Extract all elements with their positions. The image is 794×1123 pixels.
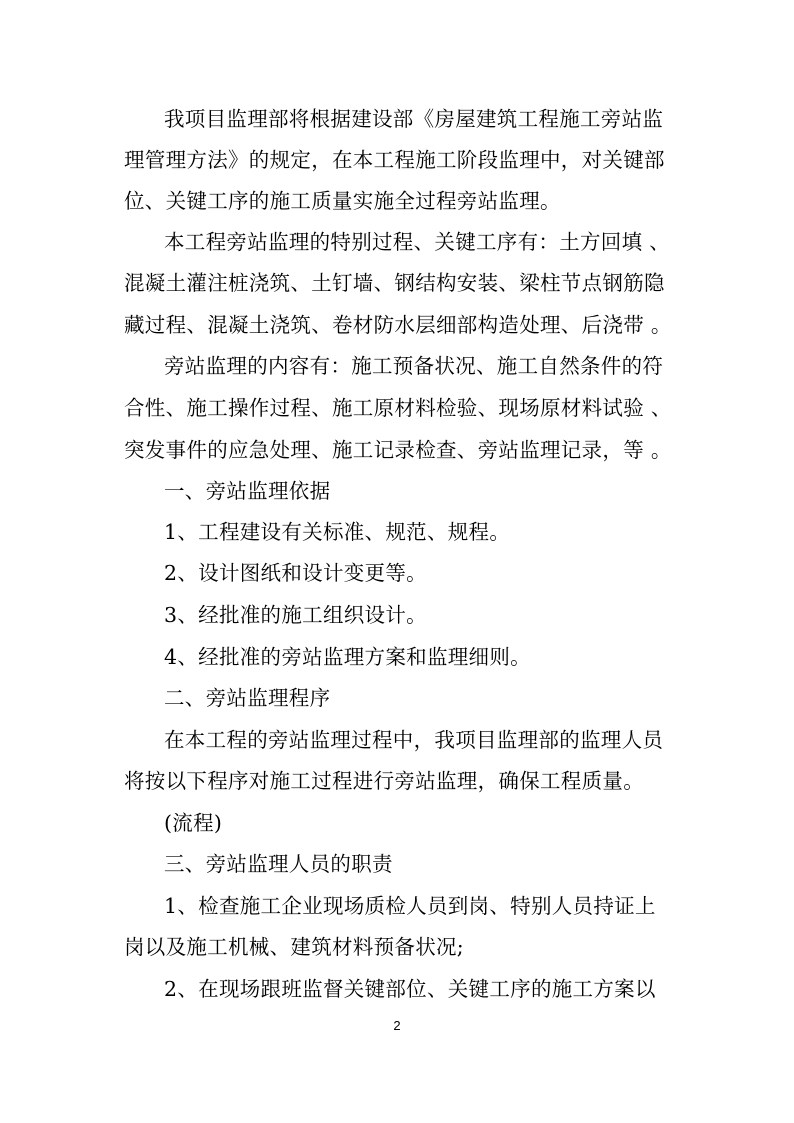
list-item: 2、在现场跟班监督关键部位、关键工序的施工方案以 [164,977,656,1001]
paragraph-line: 藏过程、混凝土浇筑、卷材防水层细部构造处理、后浇带 。 [124,313,672,337]
paragraph-line: 将按以下程序对施工过程进行旁站监理，确保工程质量。 [124,769,644,793]
paragraph-line: 旁站监理的内容有：施工预备状况、施工自然条件的符 [164,354,664,378]
flow-placeholder: (流程) [164,811,223,835]
list-item: 1、工程建设有关标准、规范、规程。 [164,520,511,544]
section-heading: 二、旁站监理程序 [164,686,331,710]
paragraph-line: 在本工程的旁站监理过程中，我项目监理部的监理人员 [164,728,664,752]
paragraph-line: 理管理方法》的规定，在本工程施工阶段监理中，对关键部 [124,148,665,172]
paragraph-line: 岗以及施工机械、建筑材料预备状况; [124,935,465,959]
page-number: 2 [393,1018,401,1033]
list-item: 1、检查施工企业现场质检人员到岗、特别人员持证上 [164,894,656,918]
list-item: 4、经批准的旁站监理方案和监理细则。 [164,645,531,669]
list-item: 3、经批准的施工组织设计。 [164,603,427,627]
paragraph-line: 位、关键工序的施工质量实施全过程旁站监理。 [124,189,561,213]
list-item: 2、设计图纸和设计变更等。 [164,561,427,585]
section-heading: 一、旁站监理依据 [164,479,331,503]
section-heading: 三、旁站监理人员的职责 [164,852,393,876]
paragraph-line: 混凝土灌注桩浇筑、土钉墙、钢结构安装、梁柱节点钢筋隐 [124,271,665,295]
paragraph-line: 合性、施工操作过程、施工原材料检验、现场原材料试验 、 [124,396,672,420]
paragraph-line: 本工程旁站监理的特别过程、关键工序有：土方回填 、 [164,230,671,254]
paragraph-line: 突发事件的应急处理、施工记录检查、旁站监理记录，等 。 [124,438,672,462]
paragraph-line: 我项目监理部将根据建设部《房屋建筑工程施工旁站监 [164,107,664,131]
